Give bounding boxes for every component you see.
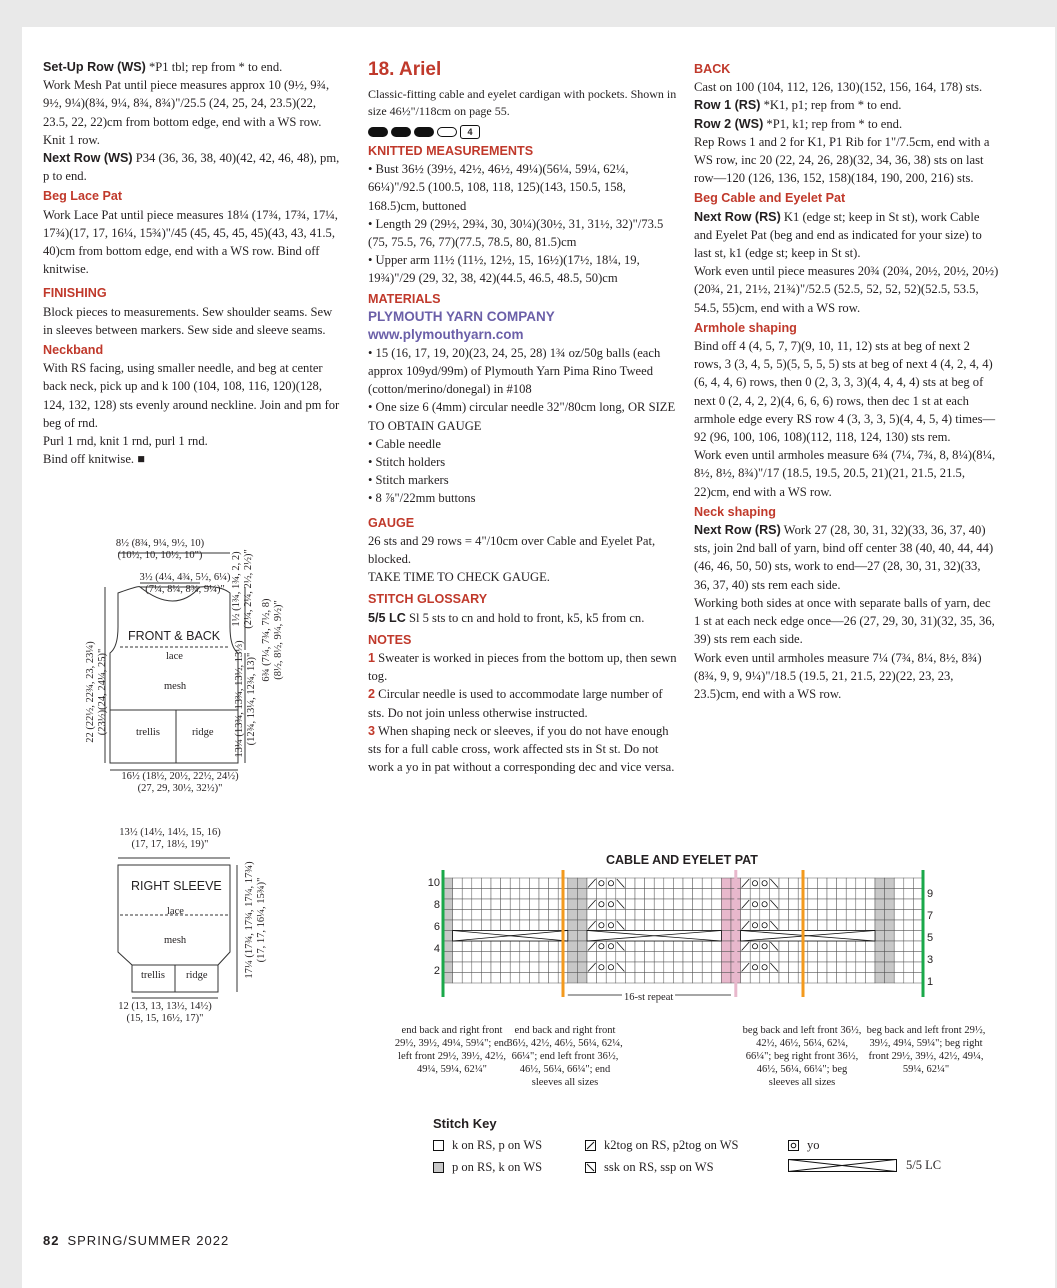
column-left [43, 58, 343, 468]
chart-note-2: end back and right front 36½, 42½, 46½, 56¼, 62¼, 66¼"; end left front 36½, 46½, 56¼, 66¼"; end sleeves all sizes [507, 1025, 623, 1088]
chart-row-labels-left: 10 8 6 4 2 [427, 877, 440, 977]
heading-materials: MATERIALS [368, 291, 441, 306]
stitch-key-title: Stitch Key [433, 1116, 497, 1131]
next-row-label: Next Row (WS) [43, 151, 133, 166]
schem-sleeve-ridge: ridge [186, 970, 208, 981]
chart-note-1: end back and right front 29½, 39½, 49¼, 59¼"; end left front 29½, 39½, 42½, 49¼, 59¼, 62¼" [394, 1025, 510, 1075]
note-2: Circular needle is used to accommodate large number of sts. Do not join unless otherwise instructed. [368, 687, 663, 720]
schem-front-side: 13¼ (13¾, 13¾, 13½, 13⅓) (12¾, 13¼, 12¾, 13)" [234, 640, 257, 758]
heading-cable-eyelet: Beg Cable and Eyelet Pat [694, 191, 846, 206]
armhole-text: Bind off 4 (4, 5, 7, 7)(9, 10, 11, 12) sts at beg of next 2 rows, 3 (3, 4, 5, 5)(5, 5, 5, 5) sts at beg of next 4 (4, 2, 4, 4)(6, 4, 4, 6) rows, then 0 (2, 3, 3, 3)(4, 4, 4, 4) sts at beg of next 0 (2, 4, 2, 2)(4, 6, 6, 6) rows, then dec 1 st at each armhole edge every RS row 4 (3, 3, 3, 5)(4, 4, 5, 4) times—92 (96, 100, 106, 108)(112, 118, 124, 130) sts rem. [694, 339, 996, 445]
heading-glossary: STITCH GLOSSARY [368, 592, 488, 607]
meas-upper-arm: • Upper arm 11½ (11½, 12½, 15, 16½)(17½, 18¼, 19, 19¾)"/29 (29, 32, 38, 42)(44.5, 46.5, 48.5, 50)cm [368, 253, 640, 286]
back-cast-on: Cast on 100 (104, 112, 126, 130)(152, 156, 164, 178) sts. [694, 80, 983, 95]
key-knit: k on RS, p on WS [433, 1138, 542, 1153]
next-row-text: P34 (36, 36, 38, 40)(42, 42, 46, 48), pm, p to end. [43, 151, 340, 184]
chart-note-3: beg back and left front 36½, 42½, 46½, 56¼, 62¼, 66¼"; beg right front 36½, 46½, 56¼, 66¼"; beg sleeves all sizes [742, 1025, 862, 1088]
pattern-title: 18. Ariel [368, 59, 442, 80]
chart-title: CABLE AND EYELET PAT [606, 853, 758, 867]
page-footer [43, 1233, 229, 1248]
schem-sleeve-label: RIGHT SLEEVE [131, 879, 222, 893]
key-cable: 5/5 LC [788, 1158, 941, 1173]
page-number: 82 [43, 1233, 60, 1248]
schem-front-right1: 1½ (1¾, 1¾, 2, 2) (2¼, 2¼, 2½, 2½)" [231, 549, 254, 629]
schem-front-bottom: 16½ (18½, 20½, 22½, 24½) (27, 29, 30½, 32½)" [121, 771, 239, 794]
schem-sleeve-lace: lace [167, 906, 184, 917]
schem-ridge: ridge [192, 727, 214, 738]
meas-length: • Length 29 (29½, 29¾, 30, 30¼)(30½, 31, 31½, 32)"/73.5 (75, 75.5, 76, 77)(77.5, 78.5, 80, 81.5)cm [368, 216, 664, 250]
neckband-text: With RS facing, using smaller needle, and beg at center back neck, pick up and k 100 (104, 108, 116, 120)(128, 124, 132, 128) sts evenly around neckline. Join and pm for beg of rnd. [43, 361, 340, 430]
row2-text: *P1, k1; rep from * to end. [763, 116, 903, 131]
cable-eyelet-chart [420, 870, 960, 1015]
schem-sleeve-trellis: trellis [141, 970, 165, 981]
heading-neckband: Neckband [43, 343, 104, 358]
schem-front-left: 22 (22½, 22¾, 23, 23¼) (23½)(24, 24¼, 25)" [85, 641, 108, 743]
chart-repeat-label: 16-st repeat [624, 992, 674, 1003]
skill-level-icon: 4 [368, 126, 678, 138]
neck-next-row: Work 27 (28, 30, 31, 32)(33, 36, 37, 40) sts, join 2nd ball of yarn, bind off center 38 (40, 40, 44, 44)(46, 46, 50, 50) sts, work to end—27 (28, 30, 31, 32)(33, 36, 37, 40) sts rem each side. [694, 523, 994, 592]
neckband-text-3: Bind off knitwise. ■ [43, 452, 145, 467]
heading-back: BACK [694, 62, 731, 76]
heading-measurements: KNITTED MEASUREMENTS [368, 144, 534, 158]
work-even-text: Work even until piece measures 20¾ (20¾, 20½, 20½, 20½)(20¾, 21, 21½, 21¾)"/52.5 (52.5, 52, 52, 52)(52.5, 53.5, 54.5, 55)cm, end with a WS row. [694, 264, 999, 315]
gauge-text: 26 sts and 29 rows = 4"/10cm over Cable and Eyelet Pat, blocked. [368, 533, 656, 567]
heading-neck-shaping: Neck shaping [694, 504, 776, 519]
heading-finishing: FINISHING [43, 286, 107, 301]
schem-mesh: mesh [164, 681, 187, 692]
neck-dec-text: Working both sides at once with separate balls of yarn, dec 1 st at each neck edge once—26 (27, 29, 30, 31)(32, 35, 36, 39) sts rem each side. [694, 595, 995, 647]
key-purl: p on RS, k on WS [433, 1160, 542, 1175]
material-cable-needle: • Cable needle [368, 436, 441, 451]
schem-front-label: FRONT & BACK [128, 629, 221, 643]
yarn-company: PLYMOUTH YARN COMPANY [368, 308, 555, 324]
heading-notes: NOTES [368, 632, 412, 647]
schem-front-top: 8½ (8¾, 9¼, 9½, 10) (10½, 10, 10½, 10") [115, 538, 205, 561]
heading-armhole: Armhole shaping [694, 320, 797, 335]
lace-text: Work Lace Pat until piece measures 18¼ (17¾, 17¾, 17¼, 17¾)(17, 17, 16¼, 15¾)"/45 (45, 45, 45, 45)(43, 43, 41.5, 40)cm from bottom edge, end with a WS row. Bind off knitwise. [43, 207, 338, 277]
chart-row-labels-right: 9 7 5 3 1 [927, 888, 934, 988]
heading-gauge: GAUGE [368, 515, 415, 530]
meas-bust: • Bust 36½ (39½, 42½, 46½, 49¼)(56¼, 59¼, 62¼, 66¼)"/92.5 (100.5, 108, 118, 125)(143, 150.5, 158, 168.5)cm, buttoned [368, 162, 629, 213]
schem-trellis: trellis [136, 727, 160, 738]
note-3: When shaping neck or sleeves, if you do not have enough sts for a full cable cross, work affected sts in St st. Do not work a yo in pat without a corresponding dec and vice versa. [368, 723, 675, 775]
key-ssk: ssk on RS, ssp on WS [585, 1160, 714, 1175]
yarn-url[interactable]: www.plymouthyarn.com [368, 326, 524, 342]
schematic-sleeve [110, 840, 260, 1010]
schem-sleeve-side: 17¼ (17¾, 17¾, 17¼, 17¾) (17, 17, 16¼, 15¾)" [244, 861, 267, 979]
row1-text: *K1, p1; rep from * to end. [760, 98, 902, 113]
column-middle: 18. Ariel Classic-fitting cable and eyelet cardigan with pockets. Shown in size 46½"/118cm on page 55. 4 KNITTED MEASUREMENTS • Bust 36½ (39½, 42½, 46½, 49¼)(56¼, 59¼, 62¼, 66¼)"/92.5 (100.5, 108, 118, 125)(143, 150.5, 158, 168.5)cm, buttoned • Length 29 (29½, 29¾, 30, 30¼)(30½, 31, 31½, 32)"/73.5 (75, 75.5, 76, 77)(77.5, 78.5, 80, 81.5)cm • Upper arm 11½ (11½, 12½, 15, 16½)(17½, 18¼, 19, 19¾)"/29 (29, 32, 38, 42)(44.5, 46.5, 48.5, 50)cm MATERIALS PLYMOUTH YARN COMPANY www.plymouthyarn.com • 15 (16, 17, 19, 20)(23, 24, 25, 28) 1¾ oz/50g balls (each approx 109yd/99m) of Plymouth Yarn Pima Rino Tweed (cotton/merino/donegal) in #108 • One size 6 (4mm) circular needle 32"/80cm long, OR SIZE TO OBTAIN GAUGE • Cable needle • Stitch holders • Stitch markers • 8 ⅞"/22mm buttons GAUGE 26 sts and 29 rows = 4"/10cm over Cable and Eyelet Pat, blocked. TAKE TIME TO CHECK GAUGE. STITCH GLOSSARY 5/5 LC Sl 5 sts to cn and hold to front, k5, k5 from cn. NOTES 1 Sweater is worked in pieces from the bottom up, then sewn tog. 2 Circular needle is used to accommodate large number of sts. Do not join unless otherwise instructed. 3 When shaping neck or sleeves, if you do not have enough sts for a full cable cross, work affected sts in St st. Do not work a yo in pat without a corresponding dec and vice versa. [368, 59, 677, 775]
schem-sleeve-mesh: mesh [164, 935, 187, 946]
material-buttons: • 8 ⅞"/22mm buttons [368, 491, 476, 506]
schem-front-neck: 3½ (4¼, 4¾, 5½, 6¼) (7¼, 8¼, 8¾, 9¼)" [139, 572, 231, 595]
neck-even-text: Work even until armholes measure 7¼ (7¾, 8¼, 8½, 8¾)(8¾, 9, 9, 9¼)"/18.5 (19.5, 21, 21.5, 22)(22, 23, 23, 23.5)cm, end with a WS row. [694, 650, 982, 701]
knit-row-text: Knit 1 row. [43, 132, 100, 147]
material-needle: • One size 6 (4mm) circular needle 32"/80cm long, OR SIZE TO OBTAIN GAUGE [368, 400, 676, 433]
glossary-label: 5/5 LC [368, 610, 406, 625]
setup-row-text: *P1 tbl; rep from * to end. [149, 60, 283, 74]
glossary-text: Sl 5 sts to cn and hold to front, k5, k5 from cn. [405, 610, 645, 625]
finishing-text: Block pieces to measurements. Sew shoulder seams. Sew in sleeves between markers. Sew side and sleeve seams. [43, 304, 333, 337]
key-k2tog: k2tog on RS, p2tog on WS [585, 1138, 739, 1153]
gauge-check: TAKE TIME TO CHECK GAUGE. [368, 570, 550, 585]
rib-text: Rep Rows 1 and 2 for K1, P1 Rib for 1"/7.5cm, end with a WS row, inc 20 (22, 24, 26, 28)(32, 34, 36, 38) sts on last row—120 (126, 136, 152, 158)(184, 190, 200, 216) sts. [694, 134, 990, 186]
mesh-text: Work Mesh Pat until piece measures approx 10 (9½, 9¾, 9½, 9¼)(8¾, 9¼, 8¾, 8¾)"/25.5 (24, 25, 24, 23.5)(22, 23.5, 22, 22)cm from bottom edge, end with a WS row. [43, 78, 330, 129]
cable-next-row: K1 (edge st; keep in St st), work Cable and Eyelet Pat (beg and end as indicated for your size) to last st, k1 (edge st; keep in St st). [694, 209, 982, 261]
column-right: BACK Cast on 100 (104, 112, 126, 130)(152, 156, 164, 178) sts. Row 1 (RS) *K1, p1; rep from * to end. Row 2 (WS) *P1, k1; rep from * to end. Rep Rows 1 and 2 for K1, P1 Rib for 1"/7.5cm, end with a WS row, inc 20 (22, 24, 26, 28)(32, 34, 36, 38) sts on last row—120 (126, 136, 152, 158)(184, 190, 200, 216) sts. Beg Cable and Eyelet Pat Next Row (RS) K1 (edge st; keep in St st), work Cable and Eyelet Pat (beg and end as indicated for your size) to last st, k1 (edge st; keep in St st). Work even until piece measures 20¾ (20¾, 20½, 20½, 20½)(20¾, 21, 21½, 21¾)"/52.5 (52.5, 52, 52, 52)(52.5, 53.5, 54.5, 55)cm, end with a WS row. Armhole shaping Bind off 4 (4, 5, 7, 7)(9, 10, 11, 12) sts at beg of next 2 rows, 3 (3, 4, 5, 5)(5, 5, 5, 5) sts at beg of next 4 (4, 2, 4, 4)(6, 4, 4, 6) rows, then 0 (2, 3, 3, 3)(4, 4, 4, 4) sts at beg of next 0 (2, 4, 2, 2)(4, 6, 6, 6) rows, then dec 1 st at each armhole edge every RS row 4 (3, 3, 3, 5)(4, 4, 5, 4) times—92 (96, 100, 106, 108)(112, 118, 124, 130) sts rem. Work even until armholes measure 6¾ (7¼, 7¾, 8, 8¼)(8¼, 8½, 8½, 8¾)"/17 (18.5, 19.5, 20.5, 21)(21, 21.5, 21.5, 22)cm, end with a WS row. Neck shaping Next Row (RS) Work 27 (28, 30, 31, 32)(33, 36, 37, 40) sts, join 2nd ball of yarn, bind off center 38 (40, 40, 44, 44)(46, 46, 50, 50) sts, work to end—27 (28, 30, 31, 32)(33, 36, 37, 40) sts rem each side. Working both sides at once with separate balls of yarn, dec 1 st at each neck edge once—26 (27, 29, 30, 31)(32, 35, 36, 39) sts rem each side. Work even until armholes measure 7¼ (7¾, 8¼, 8½, 8¾)(8¾, 9, 9, 9¼)"/18.5 (19.5, 21, 21.5, 22)(22, 23, 23, 23.5)cm, end with a WS row. [694, 58, 999, 703]
schem-sleeve-top: 13½ (14½, 14½, 15, 16) (17, 17, 18½, 19)" [119, 827, 221, 850]
neckband-text-2: Purl 1 rnd, knit 1 rnd, purl 1 rnd. [43, 434, 208, 449]
setup-row-label: Set-Up Row (WS) [43, 60, 146, 74]
armhole-even-text: Work even until armholes measure 6¾ (7¼, 7¾, 8, 8¼)(8¼, 8½, 8½, 8¾)"/17 (18.5, 19.5, 20.5, 21)(21, 21.5, 21.5, 22)cm, end with a WS row. [694, 448, 996, 499]
schem-sleeve-bottom: 12 (13, 13, 13½, 14½) (15, 15, 16½, 17)" [118, 1001, 212, 1024]
schem-lace: lace [166, 651, 183, 662]
chart-note-4: beg back and left front 29½, 39½, 49¼, 59¼"; beg right front 29½, 39½, 42½, 49¼, 59¼, 62¼" [866, 1025, 986, 1075]
issue-name: SPRING/SUMMER 2022 [67, 1233, 230, 1248]
note-1: Sweater is worked in pieces from the bottom up, then sewn tog. [368, 651, 677, 684]
pattern-intro: Classic-fitting cable and eyelet cardigan with pockets. Shown in size 46½"/118cm on page 55. [368, 87, 677, 118]
schem-front-arm2: 6¾ (7¼, 7¾, 7½, 8) (8½, 8½, 9¼, 9½)" [261, 598, 284, 682]
material-holders: • Stitch holders [368, 455, 446, 470]
material-yarn: • 15 (16, 17, 19, 20)(23, 24, 25, 28) 1¾ oz/50g balls (each approx 109yd/99m) of Plymouth Yarn Pima Rino Tweed (cotton/merino/donegal) in #108 [368, 345, 661, 397]
heading-beg-lace: Beg Lace Pat [43, 189, 123, 204]
material-markers: • Stitch markers [368, 473, 449, 488]
key-yo: yo [788, 1138, 820, 1153]
